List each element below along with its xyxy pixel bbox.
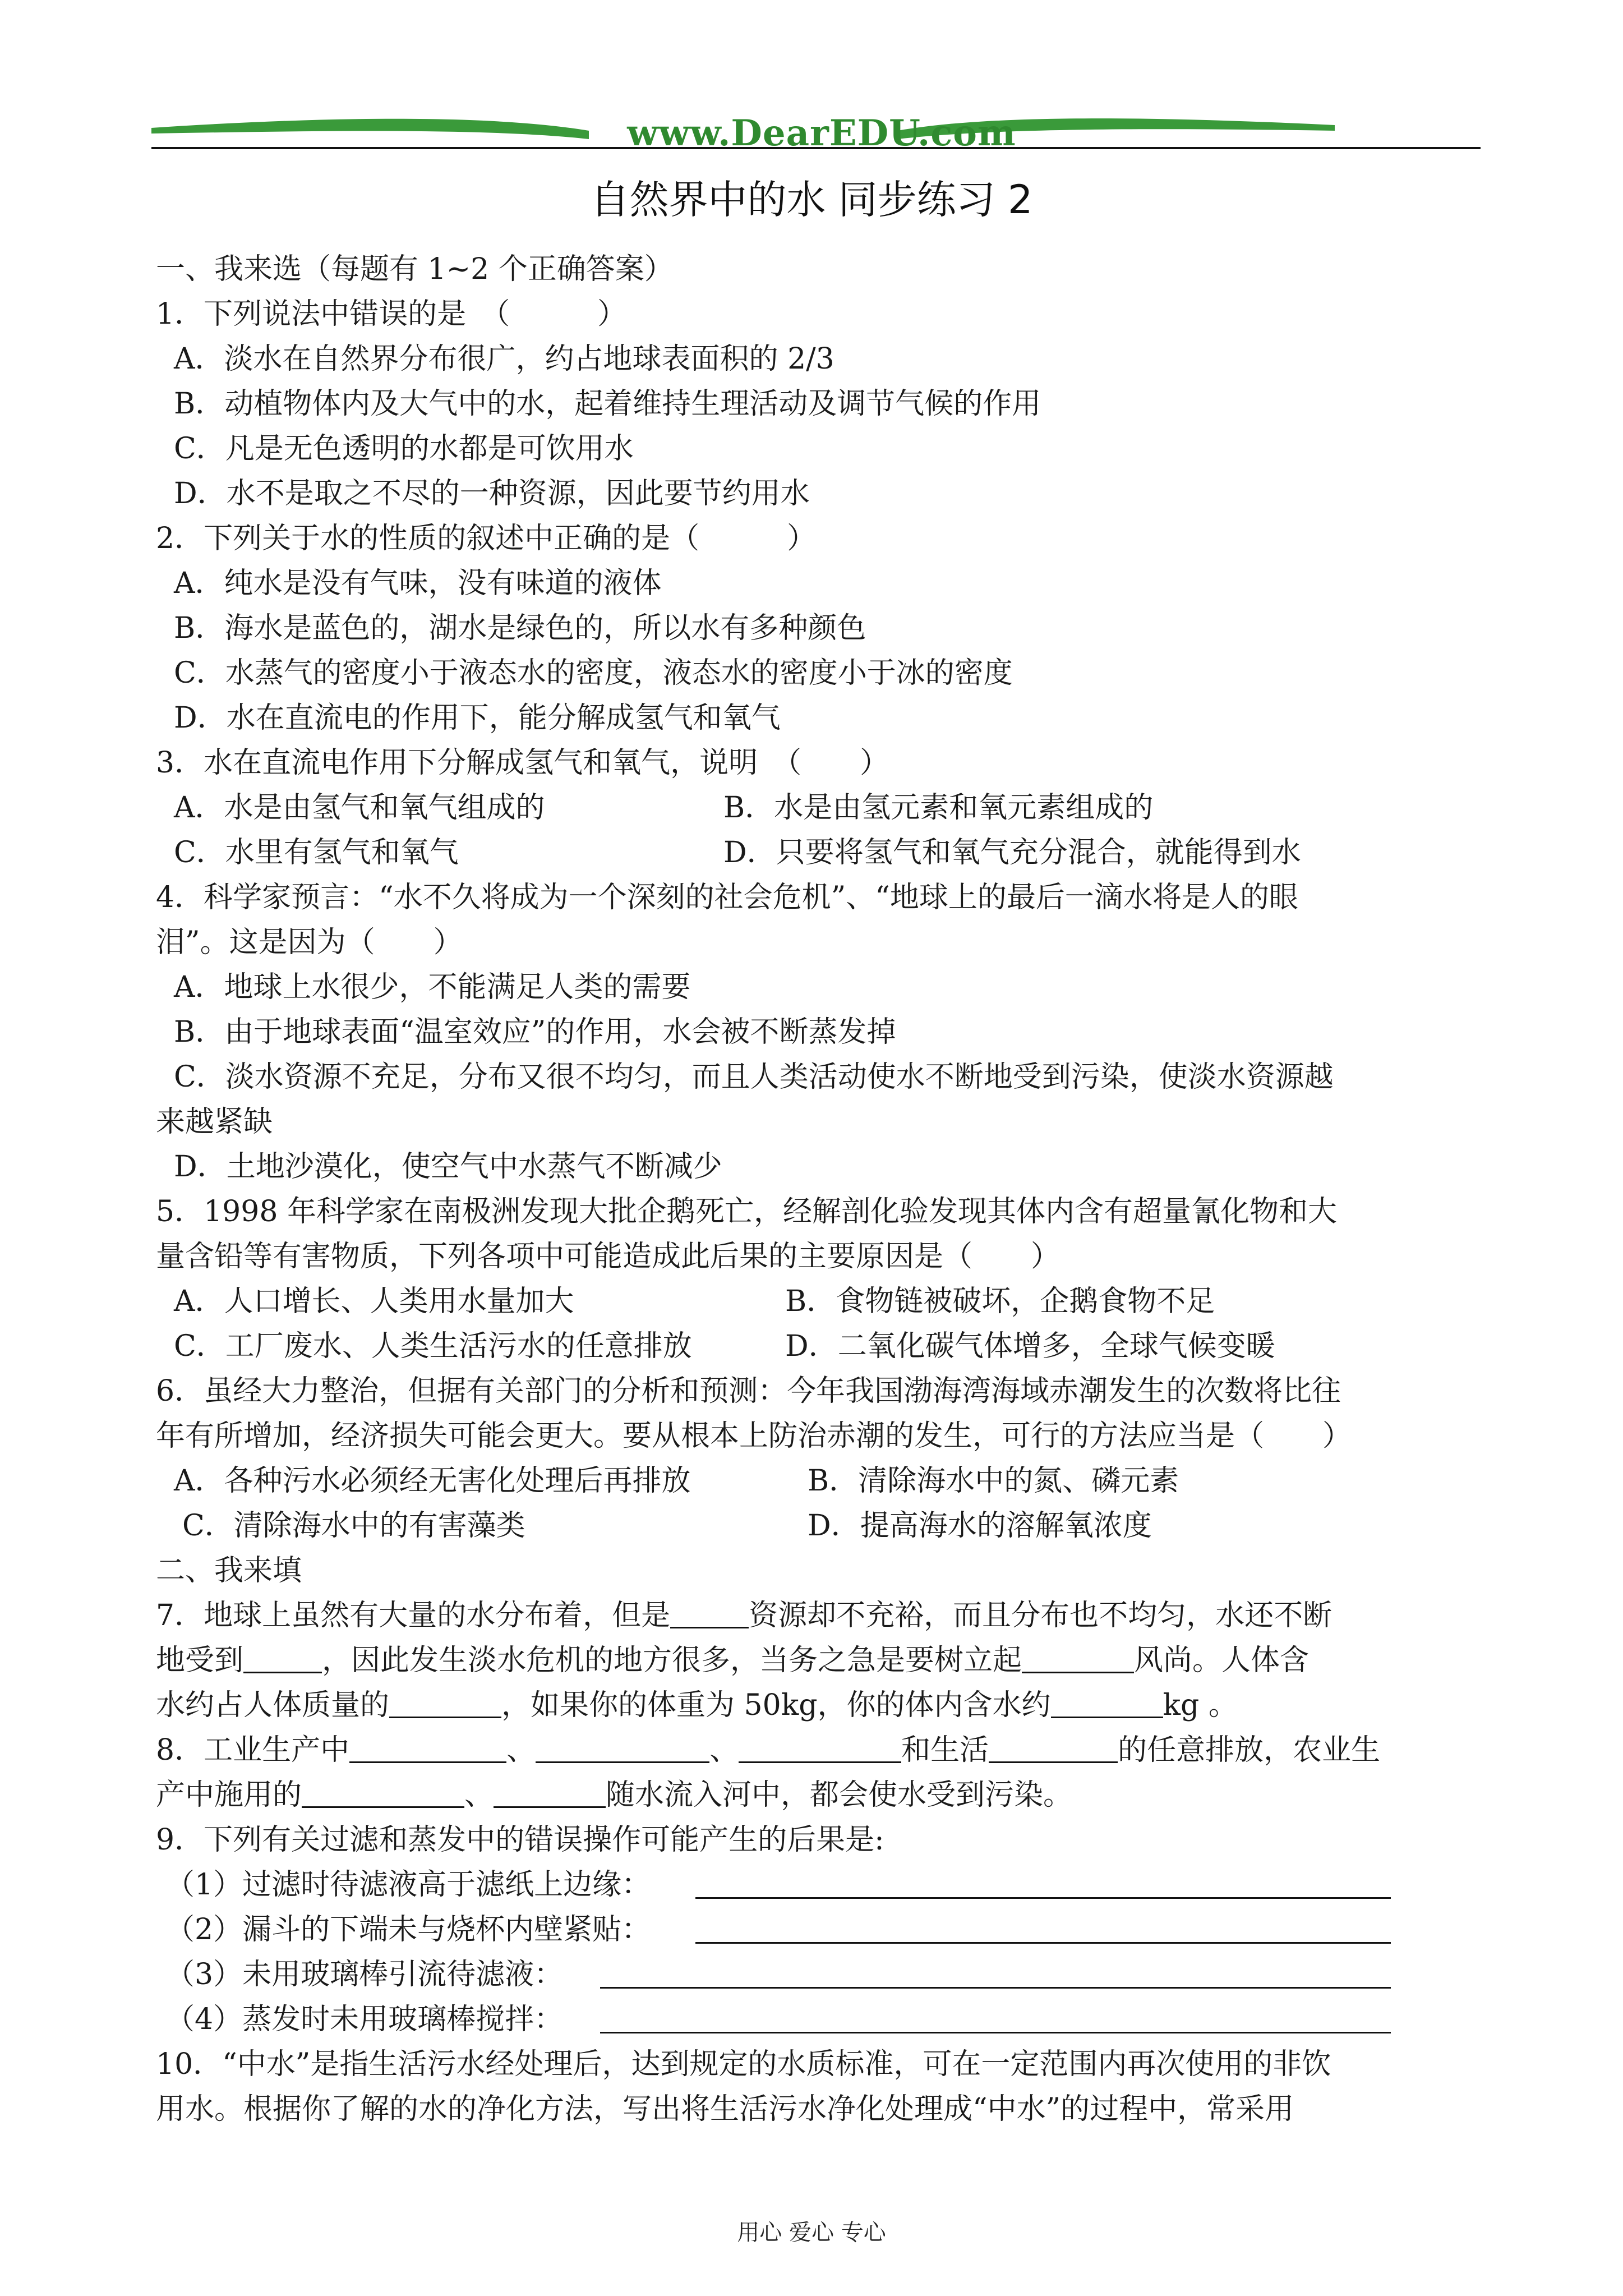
option: A．各种污水必须经无害化处理后再排放 bbox=[174, 1464, 691, 1498]
option-continued: 来越紧缺 bbox=[156, 1105, 273, 1139]
option: A．人口增长、人类用水量加大 bbox=[174, 1285, 574, 1318]
option: D．只要将氢气和氧气充分混合，就能得到水 bbox=[723, 836, 1301, 869]
fill-blank[interactable] bbox=[243, 1645, 322, 1673]
sub-item: （2）漏斗的下端未与烧杯内壁紧贴： bbox=[165, 1913, 651, 1947]
fill-blank[interactable] bbox=[536, 1734, 709, 1763]
question-stem: 2．下列关于水的性质的叙述中正确的是（ ） bbox=[156, 522, 817, 555]
sub-item: （1）过滤时待滤液高于滤纸上边缘： bbox=[165, 1868, 651, 1902]
question-stem: 6．虽经大力整治，但据有关部门的分析和预测：今年我国渤海湾海域赤潮发生的次数将比往 bbox=[156, 1374, 1341, 1408]
option: D．水不是取之不尽的一种资源，因此要节约用水 bbox=[174, 477, 810, 510]
fill-blank[interactable] bbox=[1051, 1690, 1163, 1718]
fill-blank[interactable] bbox=[302, 1779, 464, 1808]
question-stem: 5．1998 年科学家在南极洲发现大批企鹅死亡，经解剖化验发现其体内含有超量氰化物和大 bbox=[156, 1195, 1337, 1228]
text-fragment: 的任意排放，农业生 bbox=[1118, 1733, 1381, 1767]
text-fragment: 、 bbox=[506, 1733, 536, 1767]
text-fragment: kg 。 bbox=[1163, 1688, 1238, 1722]
text-fragment: 7．地球上虽然有大量的水分布着，但是 bbox=[156, 1599, 671, 1632]
text-fragment: 、 bbox=[709, 1733, 739, 1767]
option: C．清除海水中的有害藻类 bbox=[182, 1509, 525, 1543]
text-fragment: 、 bbox=[464, 1778, 494, 1812]
fill-blank[interactable] bbox=[989, 1734, 1118, 1763]
answer-line[interactable] bbox=[695, 1942, 1391, 1944]
question-line bbox=[156, 1732, 1380, 1768]
question-stem: 9．下列有关过滤和蒸发中的错误操作可能产生的后果是: bbox=[156, 1823, 884, 1857]
text-fragment: 产中施用的 bbox=[156, 1778, 302, 1812]
text-fragment: 8．工业生产中 bbox=[156, 1733, 350, 1767]
option: B．动植物体内及大气中的水，起着维持生理活动及调节气候的作用 bbox=[174, 387, 1041, 421]
site-logo-text: www.DearEDU.com bbox=[627, 112, 1016, 154]
question-line bbox=[156, 1642, 1309, 1678]
fill-blank[interactable] bbox=[349, 1734, 506, 1763]
section-heading: 一、我来选（每题有 1~2 个正确答案） bbox=[156, 252, 674, 286]
option: C．水蒸气的密度小于液态水的密度，液态水的密度小于冰的密度 bbox=[174, 656, 1013, 690]
option: B．由于地球表面“温室效应”的作用，水会被不断蒸发掉 bbox=[174, 1015, 896, 1049]
option: A．淡水在自然界分布很广，约占地球表面积的 2/3 bbox=[174, 342, 834, 376]
fill-blank[interactable] bbox=[739, 1734, 901, 1763]
option: D．土地沙漠化，使空气中水蒸气不断减少 bbox=[174, 1150, 722, 1184]
question-stem: 量含铅等有害物质，下列各项中可能造成此后果的主要原因是（ ） bbox=[156, 1240, 1061, 1273]
question-stem: 4．科学家预言：“水不久将成为一个深刻的社会危机”、“地球上的最后一滴水将是人的眼 bbox=[156, 881, 1298, 914]
option: B．食物链被破坏，企鹅食物不足 bbox=[785, 1285, 1215, 1318]
question-stem: 用水。根据你了解的水的净化方法，写出将生活污水净化处理成“中水”的过程中，常采用 bbox=[156, 2092, 1294, 2126]
option: C．淡水资源不充足，分布又很不均匀，而且人类活动使水不断地受到污染，使淡水资源越 bbox=[174, 1060, 1334, 1094]
question-line bbox=[156, 1777, 1072, 1813]
answer-line[interactable] bbox=[695, 1897, 1391, 1899]
fill-blank[interactable] bbox=[670, 1600, 749, 1628]
option: C．水里有氢气和氧气 bbox=[174, 836, 459, 869]
question-stem: 3．水在直流电作用下分解成氢气和氧气，说明 （ ） bbox=[156, 746, 889, 780]
text-fragment: 水约占人体质量的 bbox=[156, 1688, 390, 1722]
question-stem: 1．下列说法中错误的是 （ ） bbox=[156, 297, 627, 331]
question-stem: 年有所增加，经济损失可能会更大。要从根本上防治赤潮的发生，可行的方法应当是（ ） bbox=[156, 1419, 1352, 1453]
option: D．水在直流电的作用下，能分解成氢气和氧气 bbox=[174, 701, 781, 735]
text-fragment: ，如果你的体重为 50kg，你的体内含水约 bbox=[501, 1688, 1051, 1722]
text-fragment: 资源却不充裕，而且分布也不均匀，水还不断 bbox=[749, 1599, 1332, 1632]
question-stem: 10．“中水”是指生活污水经处理后，达到规定的水质标准，可在一定范围内再次使用的非饮 bbox=[156, 2047, 1331, 2081]
text-fragment: 地受到 bbox=[156, 1644, 244, 1677]
fill-blank[interactable] bbox=[1022, 1645, 1134, 1673]
text-fragment: ，因此发生淡水危机的地方很多，当务之急是要树立起 bbox=[322, 1644, 1022, 1677]
option: A．水是由氢气和氧气组成的 bbox=[174, 791, 545, 825]
option: B．水是由氢元素和氧元素组成的 bbox=[723, 791, 1154, 825]
text-fragment: 和生活 bbox=[901, 1733, 989, 1767]
option: B．海水是蓝色的，湖水是绿色的，所以水有多种颜色 bbox=[174, 611, 866, 645]
option: D．提高海水的溶解氧浓度 bbox=[808, 1509, 1152, 1543]
option: B．清除海水中的氮、磷元素 bbox=[808, 1464, 1179, 1498]
fill-blank[interactable] bbox=[494, 1779, 606, 1808]
header-rule bbox=[151, 147, 1481, 149]
sub-item: （3）未用玻璃棒引流待滤液： bbox=[165, 1958, 564, 1991]
question-stem: 泪”。这是因为（ ） bbox=[156, 926, 463, 959]
question-line bbox=[156, 1598, 1332, 1634]
section-heading: 二、我来填 bbox=[156, 1554, 302, 1588]
option: D．二氧化碳气体增多，全球气候变暖 bbox=[785, 1329, 1275, 1363]
fill-blank[interactable] bbox=[389, 1690, 501, 1718]
page-title: 自然界中的水 同步练习 2 bbox=[590, 177, 1033, 223]
text-fragment: 随水流入河中，都会使水受到污染。 bbox=[606, 1778, 1073, 1812]
page-footer: 用心 爱心 专心 bbox=[737, 2220, 886, 2246]
question-line bbox=[156, 1687, 1238, 1723]
sub-item: （4）蒸发时未用玻璃棒搅拌： bbox=[165, 2003, 564, 2036]
option: A．地球上水很少，不能满足人类的需要 bbox=[174, 970, 691, 1004]
option: A．纯水是没有气味，没有味道的液体 bbox=[174, 567, 662, 600]
answer-line[interactable] bbox=[600, 1987, 1391, 1989]
answer-line[interactable] bbox=[600, 2032, 1391, 2033]
option: C．工厂废水、人类生活污水的任意排放 bbox=[174, 1329, 692, 1363]
text-fragment: 风尚。人体含 bbox=[1134, 1644, 1310, 1677]
option: C．凡是无色透明的水都是可饮用水 bbox=[174, 432, 634, 466]
